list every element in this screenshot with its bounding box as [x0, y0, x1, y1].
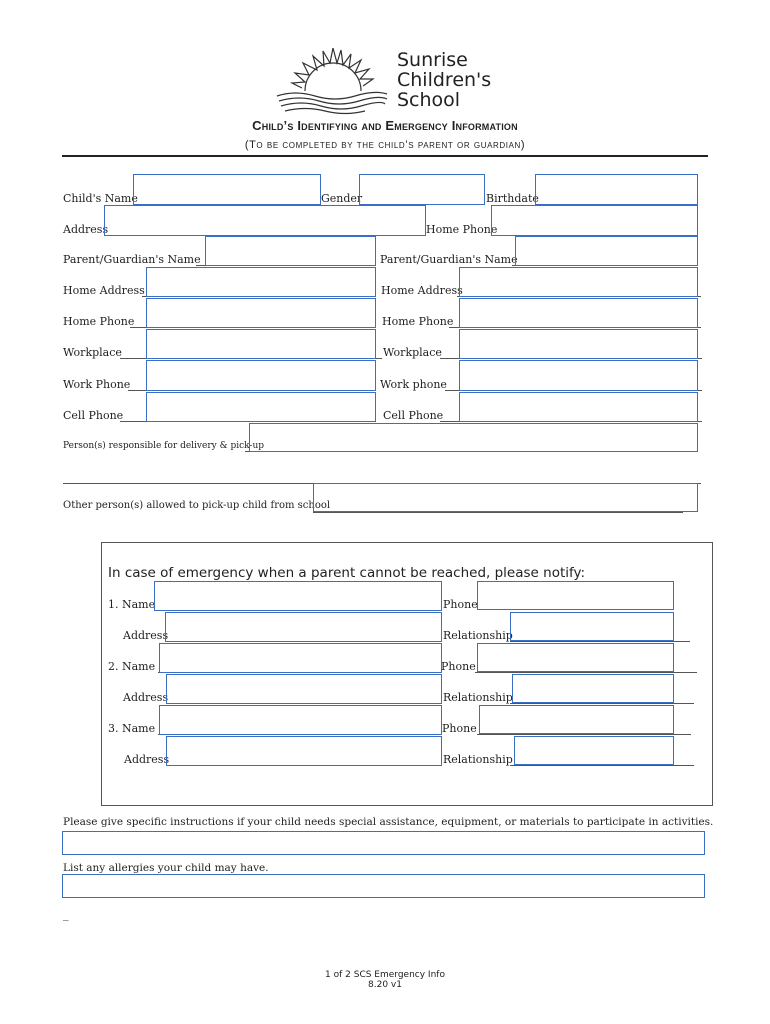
emergency-name-2-field[interactable] — [159, 643, 442, 673]
birthdate-field[interactable] — [535, 174, 698, 205]
home-phone-left-label: Home Phone — [63, 315, 135, 328]
work-phone-right-field[interactable] — [459, 360, 698, 391]
gender-field[interactable] — [359, 174, 485, 205]
parent-name-left-field[interactable] — [205, 236, 376, 266]
workplace-right-label: Workplace — [383, 346, 442, 359]
parent-name-right-label: Parent/Guardian's Name — [380, 253, 518, 266]
allergies-field[interactable] — [62, 874, 705, 898]
work-phone-left-label: Work Phone — [63, 378, 131, 391]
home-phone-top-label: Home Phone — [426, 223, 498, 236]
home-phone-right-field[interactable] — [459, 298, 698, 328]
cell-phone-left-label: Cell Phone — [63, 409, 124, 422]
logo-line-3: School — [397, 89, 461, 111]
trailing-underscore: _ — [63, 908, 69, 921]
parent-name-left-label: Parent/Guardian's Name — [63, 253, 201, 266]
school-logo — [275, 46, 500, 118]
home-address-left-field[interactable] — [146, 267, 376, 297]
home-phone-top-field[interactable] — [491, 205, 698, 236]
home-phone-right-label: Home Phone — [382, 315, 454, 328]
emergency-name-3-field[interactable] — [159, 705, 442, 735]
logo-line-2: Children's — [397, 69, 492, 91]
child-name-label: Child's Name — [63, 192, 138, 205]
allergies-label: List any allergies your child may have. — [63, 862, 269, 874]
workplace-left-label: Workplace — [63, 346, 122, 359]
emergency-address-3-field[interactable] — [166, 736, 442, 766]
workplace-left-field[interactable] — [146, 329, 376, 359]
emergency-relationship-1-label: Relationship — [443, 629, 513, 642]
emergency-address-3-label: Address — [124, 753, 170, 766]
child-name-field[interactable] — [133, 174, 321, 205]
home-address-left-label: Home Address — [63, 284, 145, 297]
emergency-phone-1-field[interactable] — [477, 581, 674, 610]
emergency-address-1-field[interactable] — [165, 612, 442, 642]
home-phone-left-field[interactable] — [146, 298, 376, 328]
emergency-phone-3-field[interactable] — [479, 705, 674, 734]
work-phone-right-label: Work phone — [380, 378, 447, 391]
emergency-phone-3-label: Phone — [442, 722, 477, 735]
pickup-responsible-label: Person(s) responsible for delivery & pick-up — [63, 441, 265, 451]
other-pickup-field[interactable] — [313, 483, 698, 512]
emergency-phone-1-label: Phone — [443, 598, 478, 611]
logo-line-1: Sunrise — [397, 49, 468, 71]
special-instructions-label: Please give specific instructions if your child needs special assistance, equipment, or materials to participate in activities. — [63, 816, 714, 828]
other-pickup-label: Other person(s) allowed to pick-up child from school — [63, 500, 331, 511]
special-instructions-field[interactable] — [62, 831, 705, 855]
emergency-name-3-label: 3. Name — [108, 722, 156, 735]
page-title: Child’s Identifying and Emergency Information — [252, 118, 518, 133]
cell-phone-right-label: Cell Phone — [383, 409, 444, 422]
birthdate-label: Birthdate — [486, 192, 539, 205]
emergency-relationship-2-label: Relationship — [443, 691, 513, 704]
emergency-name-1-label: 1. Name — [108, 598, 156, 611]
emergency-phone-2-field[interactable] — [477, 643, 674, 672]
page-subtitle: (To be completed by the child’s parent or guardian) — [244, 139, 526, 151]
footer-version: 8.20 v1 — [368, 980, 402, 990]
cell-phone-right-field[interactable] — [459, 392, 698, 422]
emergency-heading: In case of emergency when a parent cannot be reached, please notify: — [108, 565, 586, 581]
parent-name-right-field[interactable] — [515, 236, 698, 266]
page-footer — [0, 970, 770, 990]
workplace-right-field[interactable] — [459, 329, 698, 359]
emergency-relationship-2-field[interactable] — [512, 674, 674, 703]
gender-label: Gender — [321, 192, 363, 205]
emergency-relationship-3-label: Relationship — [443, 753, 513, 766]
pickup-responsible-field[interactable] — [249, 423, 698, 452]
address-field[interactable] — [104, 205, 426, 236]
emergency-name-1-field[interactable] — [154, 581, 442, 611]
address-label: Address — [63, 223, 109, 236]
sunrise-logo-icon — [275, 46, 390, 118]
header-divider — [62, 155, 708, 157]
work-phone-left-field[interactable] — [146, 360, 376, 391]
home-address-right-label: Home Address — [381, 284, 463, 297]
emergency-name-2-label: 2. Name — [108, 660, 156, 673]
emergency-address-2-field[interactable] — [166, 674, 442, 704]
footer-page-info: 1 of 2 SCS Emergency Info — [325, 970, 445, 980]
home-address-right-field[interactable] — [459, 267, 698, 297]
cell-phone-left-field[interactable] — [146, 392, 376, 422]
emergency-relationship-3-field[interactable] — [514, 736, 674, 765]
emergency-relationship-1-field[interactable] — [510, 612, 674, 641]
emergency-address-2-label: Address — [123, 691, 169, 704]
emergency-phone-2-label: Phone — [441, 660, 476, 673]
emergency-address-1-label: Address — [123, 629, 169, 642]
